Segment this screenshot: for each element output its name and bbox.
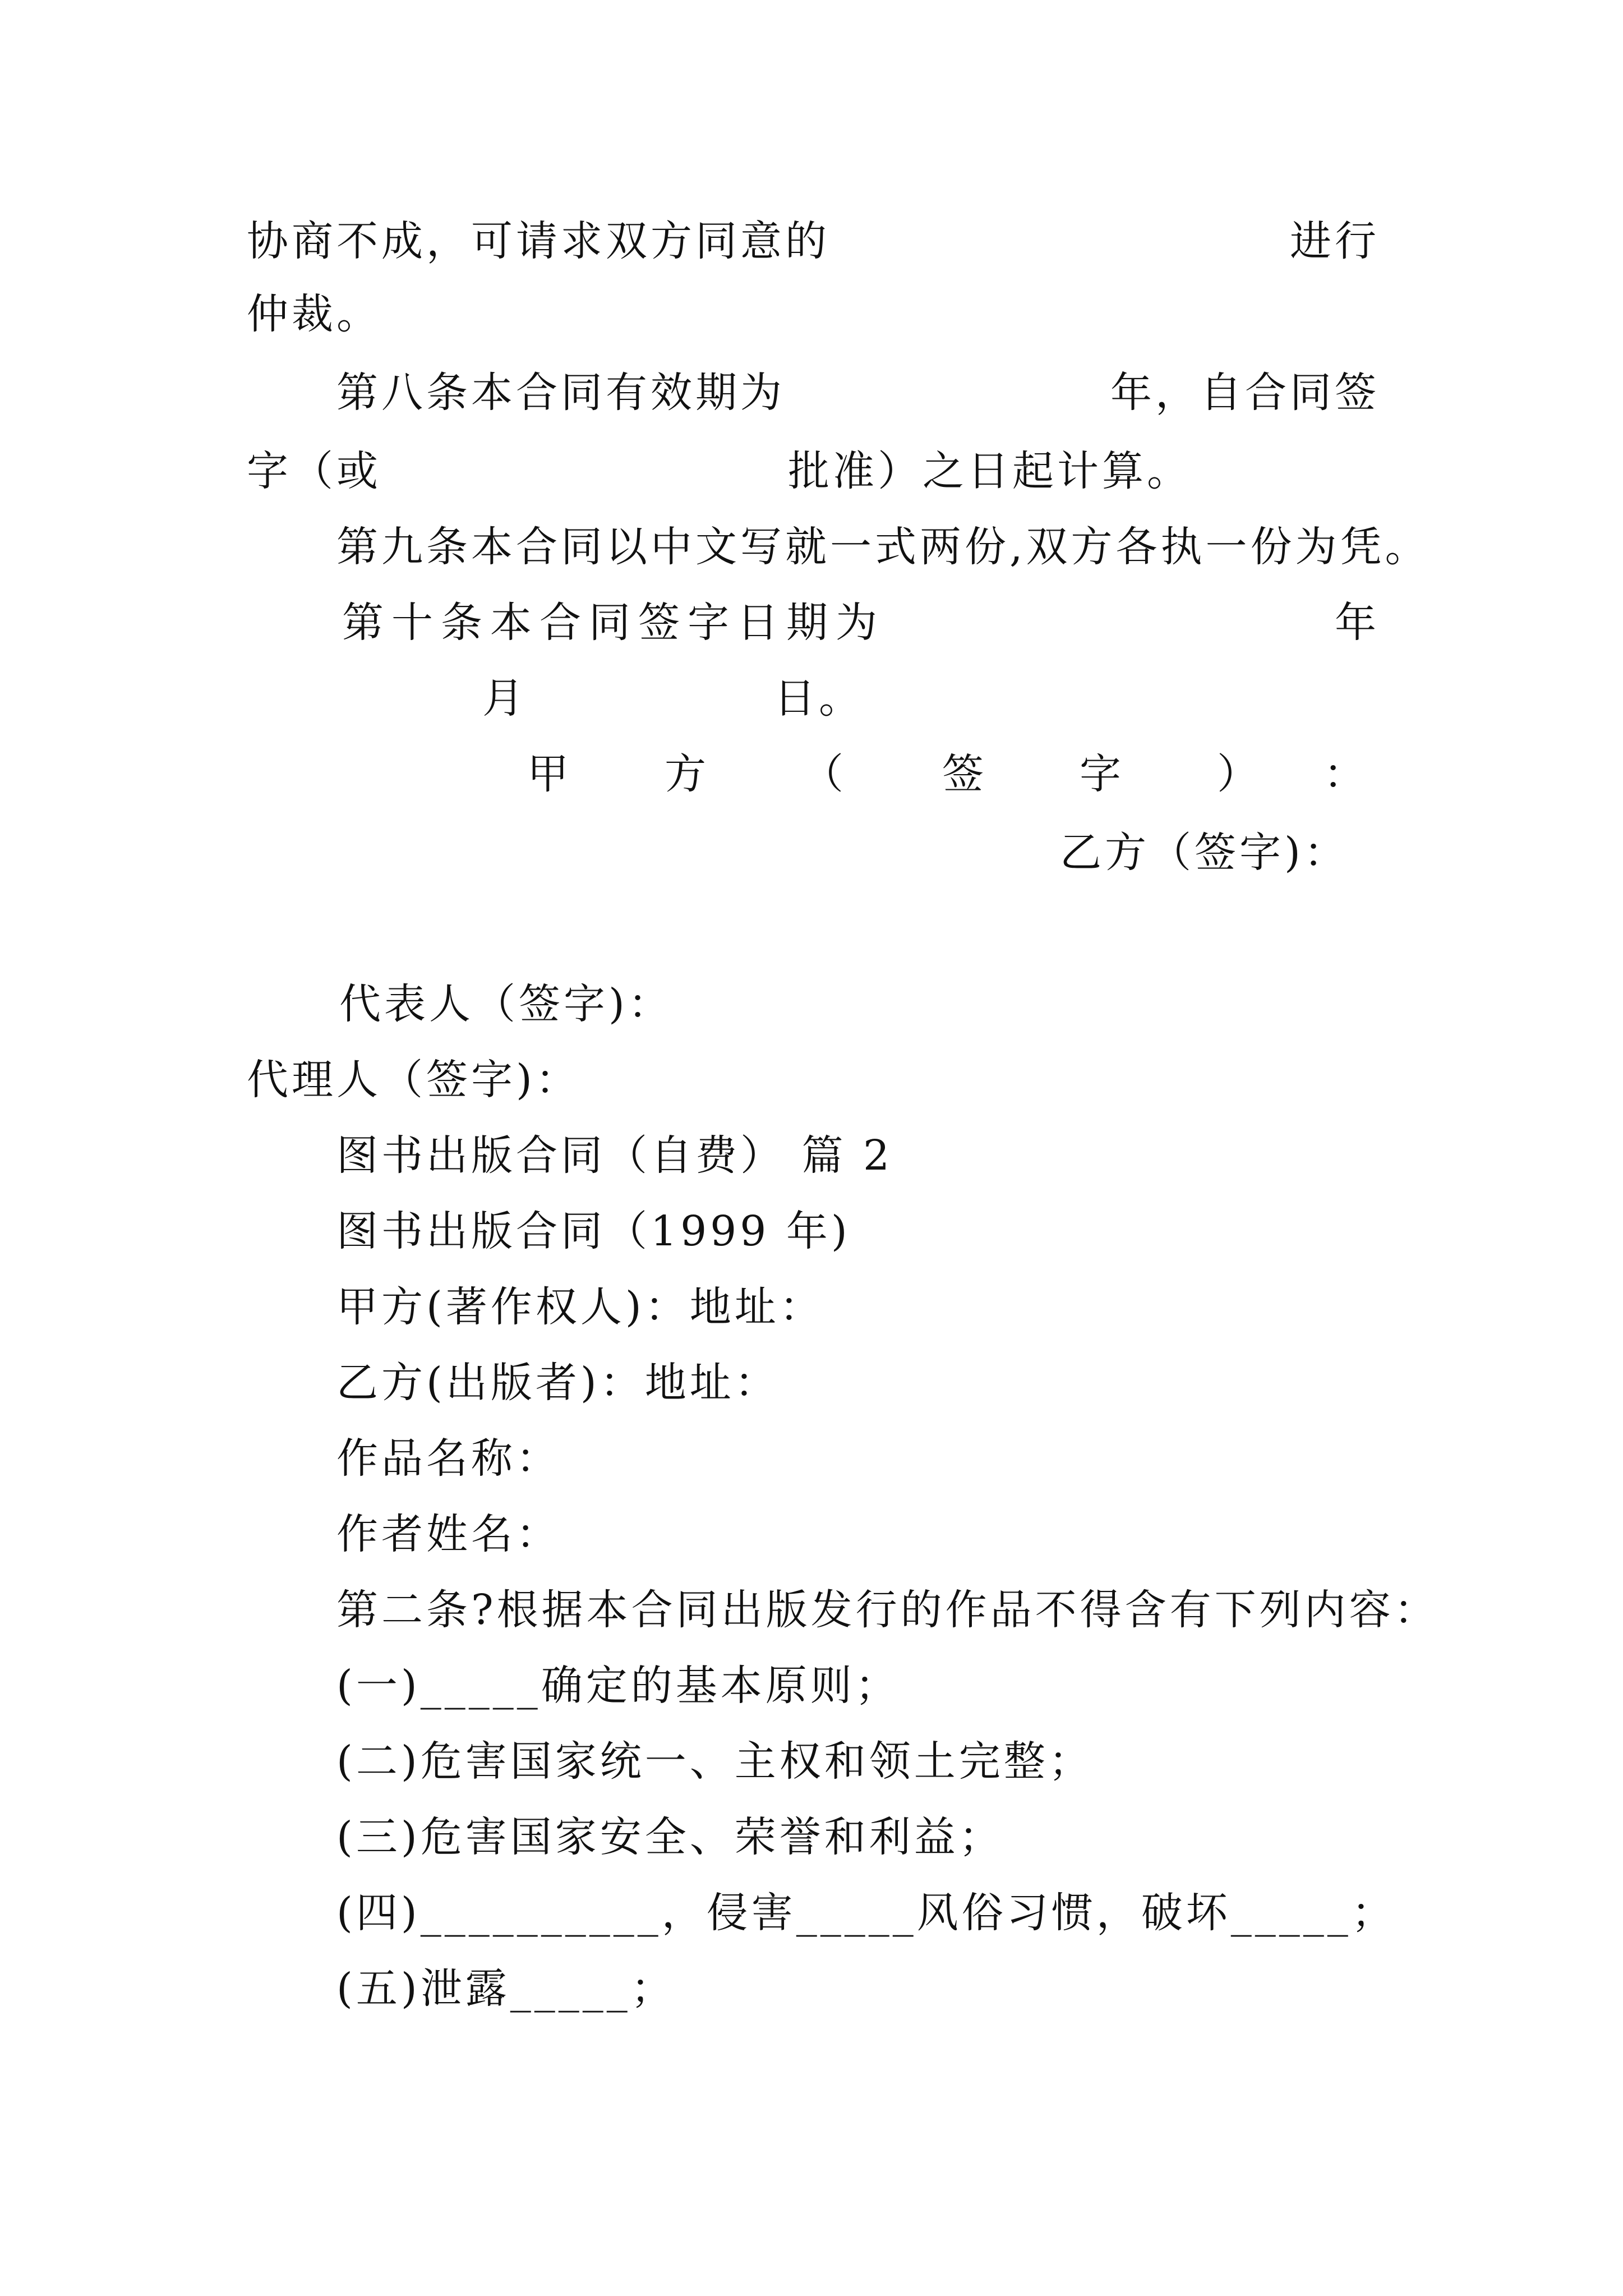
text-line: 协商不成，可请求双方同意的 bbox=[247, 217, 830, 265]
list-item: (一)_____确定的基本原则； bbox=[336, 1662, 900, 1710]
list-item: (四)__________，侵害_____风俗习惯，破坏_____； bbox=[336, 1889, 1396, 1937]
text-line: 甲方(著作权人)：地址： bbox=[336, 1283, 824, 1331]
signature-char: ） bbox=[1217, 750, 1262, 798]
section-heading: 图书出版合同（自费） 篇 2 bbox=[336, 1131, 893, 1180]
text-line: 字（或 bbox=[247, 447, 381, 495]
text-line: 年，自合同签 bbox=[1110, 369, 1380, 417]
text-line: 乙方(出版者)：地址： bbox=[336, 1359, 780, 1407]
text-line: 月 bbox=[482, 674, 527, 723]
text-line: 第九条本合同以中文写就一式两份,双方各执一份为凭。 bbox=[336, 523, 1430, 571]
text-line: 作者姓名： bbox=[336, 1510, 561, 1558]
text-line: 乙方（签字)： bbox=[1060, 829, 1349, 877]
list-item: (二)危害国家统一、主权和领土完整； bbox=[336, 1737, 1094, 1786]
signature-char: 字 bbox=[1080, 750, 1124, 798]
list-item: (五)泄露_____； bbox=[336, 1964, 676, 2013]
text-line: 日。 bbox=[774, 674, 864, 723]
text-line: 代表人（签字)： bbox=[339, 980, 673, 1028]
signature-char: ： bbox=[1324, 750, 1368, 798]
text-line: 进行 bbox=[1290, 217, 1380, 265]
signature-char: 签 bbox=[942, 750, 987, 798]
text-line: 年 bbox=[1335, 599, 1380, 647]
list-item: (三)危害国家安全、荣誉和利益； bbox=[336, 1813, 1004, 1861]
text-line: 作品名称： bbox=[336, 1434, 561, 1483]
signature-char: 方 bbox=[665, 750, 709, 798]
text-line: 第十条本合同签字日期为 bbox=[342, 599, 885, 647]
text-line: 仲裁。 bbox=[247, 290, 381, 338]
text-line: 批准）之日起计算。 bbox=[788, 447, 1192, 495]
text-line: 第二条?根据本合同出版发行的作品不得含有下列内容： bbox=[336, 1586, 1439, 1634]
text-line: 代理人（签字)： bbox=[247, 1056, 580, 1104]
text-line: 第八条本合同有效期为 bbox=[336, 369, 785, 417]
signature-char: 甲 bbox=[527, 750, 572, 798]
signature-char: （ bbox=[802, 750, 847, 798]
text-line: 图书出版合同（1999 年) bbox=[336, 1207, 851, 1255]
